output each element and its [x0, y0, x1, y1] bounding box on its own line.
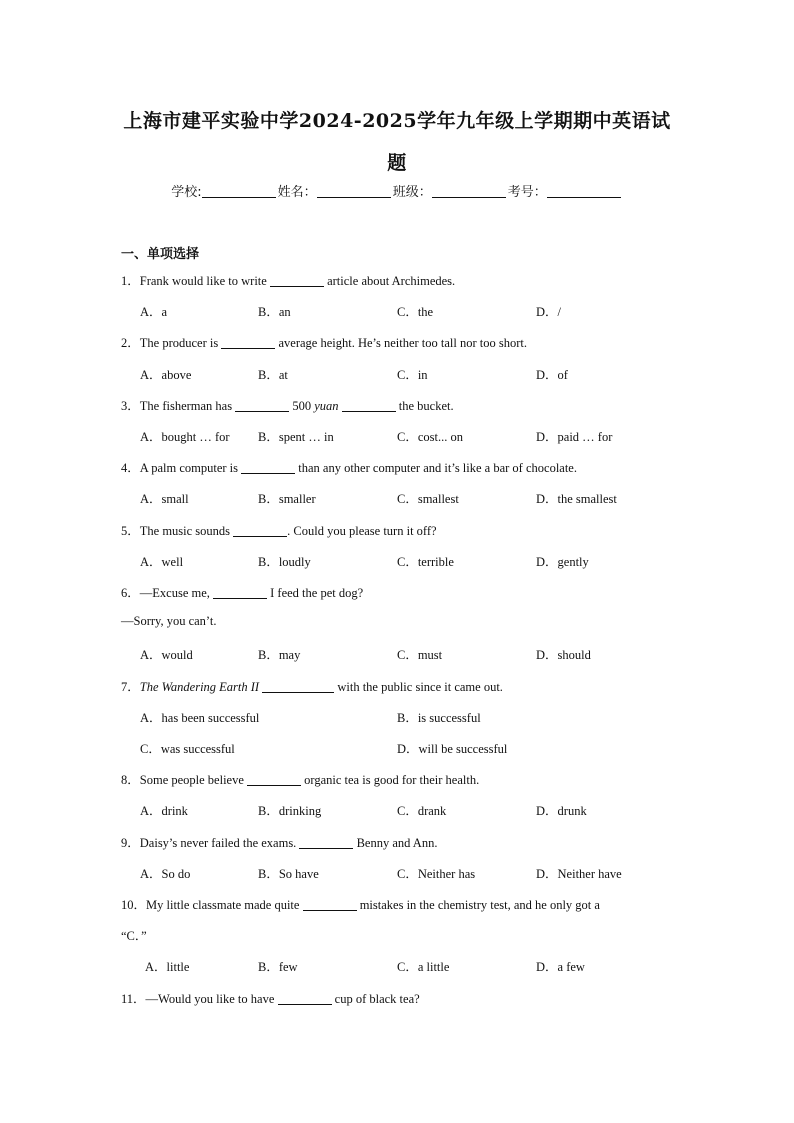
option-b: B．is successful	[397, 711, 481, 725]
option-d: D．gently	[536, 555, 589, 569]
option-d: D．a few	[536, 960, 585, 974]
class-blank[interactable]	[432, 197, 506, 198]
question-11: 11．—Would you like to have cup of black tea?	[121, 992, 420, 1006]
option-d: D．should	[536, 648, 591, 662]
option-b: B．few	[258, 960, 298, 974]
option-a: A．above	[140, 368, 192, 382]
option-b: B．smaller	[258, 492, 316, 506]
option-b: B．So have	[258, 867, 319, 881]
question-6: 6．—Excuse me, I feed the pet dog?	[121, 586, 364, 600]
answer-blank	[235, 411, 289, 412]
question-5: 5．The music sounds . Could you please turn it off?	[121, 524, 437, 538]
question-10-cont: “C．”	[121, 929, 147, 943]
option-d: D．drunk	[536, 804, 587, 818]
option-d: D．the smallest	[536, 492, 617, 506]
option-a: A．well	[140, 555, 184, 569]
option-c: C．cost... on	[397, 430, 463, 444]
answer-blank	[303, 910, 357, 911]
answer-blank	[299, 848, 353, 849]
school-blank[interactable]	[202, 197, 276, 198]
option-c: C．Neither has	[397, 867, 476, 881]
question-8: 8．Some people believe organic tea is good for their health.	[121, 773, 480, 787]
option-a: A．would	[140, 648, 193, 662]
option-c: C．terrible	[397, 555, 454, 569]
answer-blank	[270, 286, 324, 287]
question-10: 10．My little classmate made quite mistakes in the chemistry test, and he only got a	[121, 898, 600, 912]
answer-blank	[233, 536, 287, 537]
option-a: A．drink	[140, 804, 188, 818]
answer-blank	[262, 692, 334, 693]
option-a: A．bought … for	[140, 430, 230, 444]
option-b: B．at	[258, 368, 288, 382]
option-d: D．Neither have	[536, 867, 622, 881]
option-c: C．a little	[397, 960, 450, 974]
question-1: 1．Frank would like to write article about Archimedes.	[121, 274, 456, 288]
name-label: 姓名：	[277, 185, 317, 200]
option-c: C．must	[397, 648, 443, 662]
exam-title-line1: 上海市建平实验中学2024-2025学年九年级上学期期中英语试	[123, 110, 671, 132]
class-label: 班级：	[392, 185, 432, 200]
option-d: D．of	[536, 368, 568, 382]
answer-blank	[247, 785, 301, 786]
option-a: A．little	[145, 960, 190, 974]
question-4: 4．A palm computer is than any other computer and it’s like a bar of chocolate.	[121, 461, 577, 475]
option-b: B．drinking	[258, 804, 322, 818]
option-d: D．will be successful	[397, 742, 508, 756]
answer-blank	[241, 473, 295, 474]
name-blank[interactable]	[317, 197, 391, 198]
option-c: C．was successful	[140, 742, 235, 756]
question-2: 2．The producer is average height. He’s neither too tall nor too short.	[121, 336, 528, 350]
question-6-reply: —Sorry, you can’t.	[121, 614, 217, 628]
student-info-row	[0, 181, 794, 200]
answer-blank	[221, 348, 275, 349]
option-d: D．paid … for	[536, 430, 613, 444]
option-b: B．may	[258, 648, 301, 662]
question-3: 3．The fisherman has 500 yuan the bucket.	[121, 399, 454, 413]
option-a: A．a	[140, 305, 168, 319]
option-c: C．drank	[397, 804, 447, 818]
option-d: D．/	[536, 305, 562, 319]
option-a: A．small	[140, 492, 189, 506]
option-b: B．loudly	[258, 555, 311, 569]
option-c: C．in	[397, 368, 428, 382]
section-title: 一、单项选择	[121, 247, 200, 262]
question-9: 9．Daisy’s never failed the exams. Benny and Ann.	[121, 836, 438, 850]
option-c: C．smallest	[397, 492, 459, 506]
school-label: 学校:	[171, 185, 202, 200]
option-c: C．the	[397, 305, 434, 319]
option-b: B．spent … in	[258, 430, 334, 444]
option-a: A．So do	[140, 867, 191, 881]
option-a: A．has been successful	[140, 711, 260, 725]
option-b: B．an	[258, 305, 291, 319]
answer-blank	[278, 1004, 332, 1005]
answer-blank	[213, 598, 267, 599]
exam-no-blank[interactable]	[547, 197, 621, 198]
exam-title-line2: 题	[387, 152, 407, 174]
answer-blank	[342, 411, 396, 412]
question-7: 7．The Wandering Earth II with the public since it came out.	[121, 680, 503, 694]
exam-no-label: 考号：	[507, 185, 547, 200]
